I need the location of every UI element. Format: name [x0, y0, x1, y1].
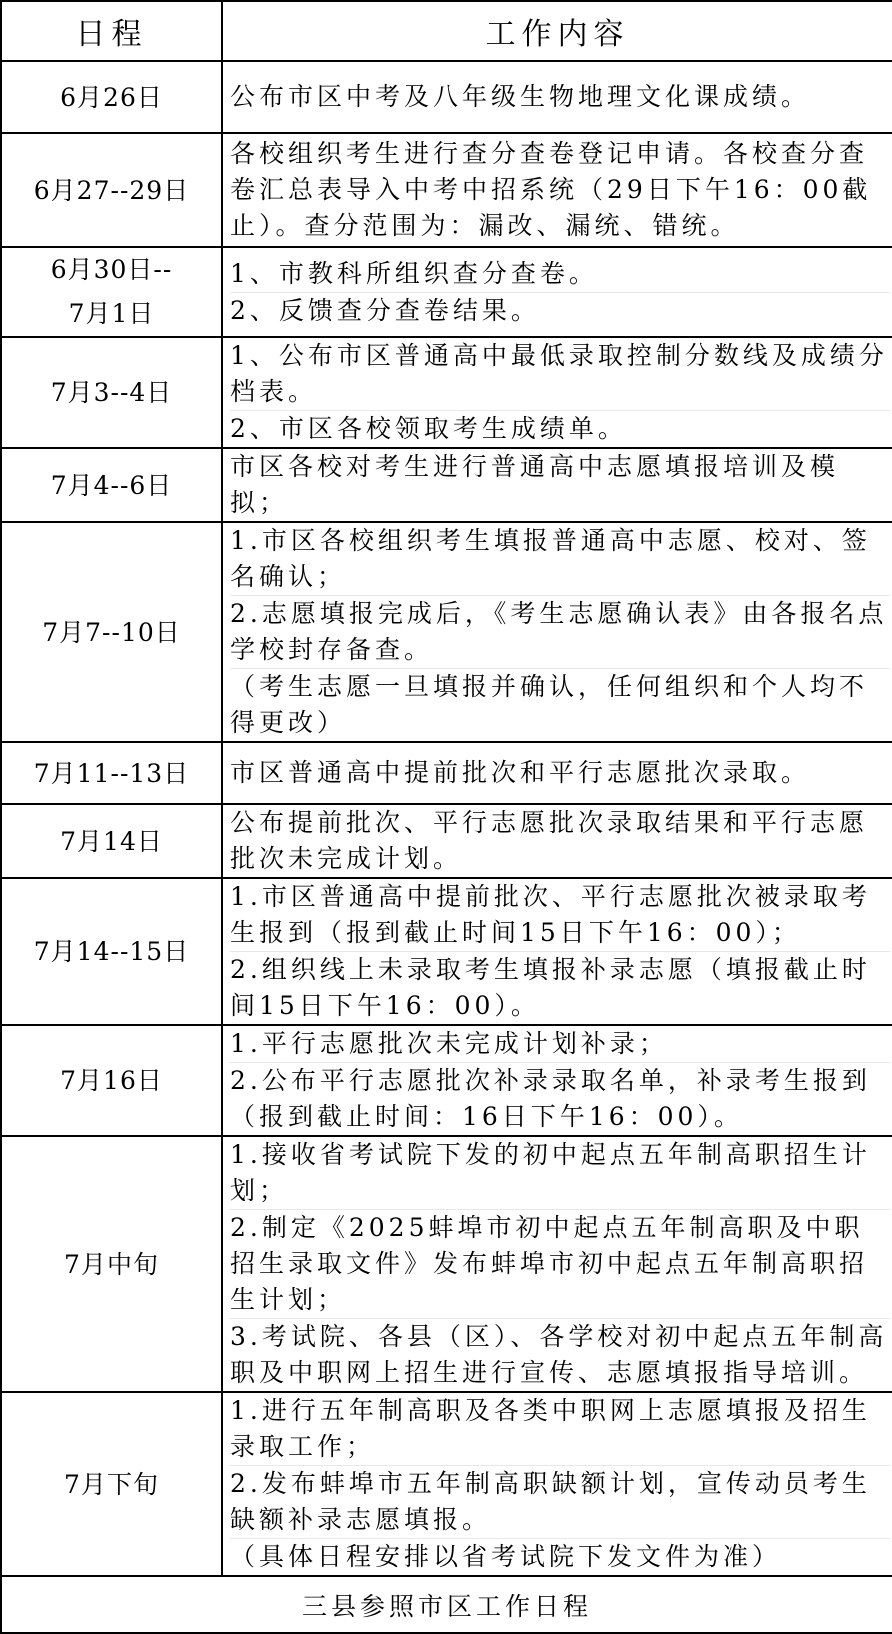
- schedule-row: [1, 878, 892, 1025]
- row-date: 7月11--13日: [1, 742, 222, 804]
- row-date: 7月16日: [1, 1025, 222, 1136]
- footer-row: [1, 1576, 892, 1633]
- row-content: [222, 742, 892, 804]
- row-date-end: 7月1日: [68, 299, 155, 328]
- row-date: 7月下旬: [1, 1392, 222, 1576]
- content-line: （考生志愿一旦填报并确认，任何组织和个人均不得更改）: [230, 668, 890, 741]
- schedule-row: [1, 61, 892, 133]
- row-date: 7月14--15日: [1, 878, 222, 1025]
- content-line: 市区各校对考生进行普通高中志愿填报培训及模拟；: [230, 452, 840, 517]
- row-content: [222, 1136, 892, 1392]
- schedule-row: [1, 133, 892, 247]
- content-line: 1.市区各校组织考生填报普通高中志愿、校对、签名确认；: [230, 526, 871, 591]
- row-content: [222, 1025, 892, 1136]
- schedule-row: [1, 448, 892, 522]
- content-line: 2、市区各校领取考生成绩单。: [230, 410, 890, 447]
- row-date-start: 6月30日--: [50, 255, 173, 284]
- schedule-row: [1, 337, 892, 448]
- content-line: 1.接收省考试院下发的初中起点五年制高职招生计划；: [230, 1140, 871, 1205]
- content-line: 公布提前批次、平行志愿批次录取结果和平行志愿批次未完成计划。: [230, 808, 869, 873]
- content-line: （具体日程安排以省考试院下发文件为准）: [230, 1538, 890, 1575]
- row-content: [222, 247, 892, 337]
- row-date: 7月中旬: [1, 1136, 222, 1392]
- content-line: 2.制定《2025蚌埠市初中起点五年制高职及中职招生录取文件》发布蚌埠市初中起点五年制高职招生计划；: [230, 1209, 890, 1318]
- row-date: 6月26日: [1, 61, 222, 133]
- content-line: 2.发布蚌埠市五年制高职缺额计划，宣传动员考生缺额补录志愿填报。: [230, 1465, 890, 1538]
- content-line: 2.组织线上未录取考生填报补录志愿（填报截止时间15日下午16：00）。: [230, 951, 890, 1024]
- row-date: 6月27--29日: [1, 133, 222, 247]
- schedule-row: [1, 522, 892, 742]
- content-line: 2.志愿填报完成后，《考生志愿确认表》由各报名点学校封存备查。: [230, 595, 890, 668]
- content-line: 1、市教科所组织查分查卷。: [230, 258, 598, 288]
- content-line: 3.考试院、各县（区）、各学校对初中起点五年制高职及中职网上招生进行宣传、志愿填报指导培训。: [230, 1318, 890, 1391]
- row-content: [222, 448, 892, 522]
- content-line: 各校组织考生进行查分查卷登记申请。各校查分查卷汇总表导入中考中招系统（29日下午16：00截止）。查分范围为：漏改、漏统、错统。: [230, 139, 872, 240]
- row-content: [222, 133, 892, 247]
- schedule-row: [1, 247, 892, 337]
- content-line: 2、反馈查分查卷结果。: [230, 292, 890, 329]
- header-date: 日程: [1, 1, 222, 61]
- content-line: 2.公布平行志愿批次补录录取名单，补录考生报到（报到截止时间：16日下午16：00）。: [230, 1062, 890, 1135]
- header-content: 工作内容: [222, 1, 892, 61]
- row-content: [222, 61, 892, 133]
- content-line: 1.进行五年制高职及各类中职网上志愿填报及招生录取工作；: [230, 1396, 871, 1461]
- schedule-row: [1, 1392, 892, 1576]
- content-line: 1、公布市区普通高中最低录取控制分数线及成绩分档表。: [230, 341, 888, 406]
- row-content: [222, 522, 892, 742]
- content-line: 1.市区普通高中提前批次、平行志愿批次被录取考生报到（报到截止时间15日下午16：00）；: [230, 882, 871, 947]
- row-date: [1, 247, 222, 337]
- row-date: 7月7--10日: [1, 522, 222, 742]
- row-content: [222, 804, 892, 878]
- schedule-row: [1, 1136, 892, 1392]
- schedule-row: [1, 742, 892, 804]
- row-content: [222, 878, 892, 1025]
- row-date: 7月4--6日: [1, 448, 222, 522]
- row-content: [222, 1392, 892, 1576]
- content-line: 市区普通高中提前批次和平行志愿批次录取。: [230, 758, 811, 787]
- header-row: [1, 1, 892, 61]
- schedule-row: [1, 804, 892, 878]
- row-date: 7月14日: [1, 804, 222, 878]
- row-content: [222, 337, 892, 448]
- content-line: 公布市区中考及八年级生物地理文化课成绩。: [230, 82, 811, 111]
- schedule-row: [1, 1025, 892, 1136]
- row-date: 7月3--4日: [1, 337, 222, 448]
- footer-note: 三县参照市区工作日程: [1, 1576, 892, 1633]
- content-line: 1.平行志愿批次未完成计划补录；: [230, 1029, 668, 1058]
